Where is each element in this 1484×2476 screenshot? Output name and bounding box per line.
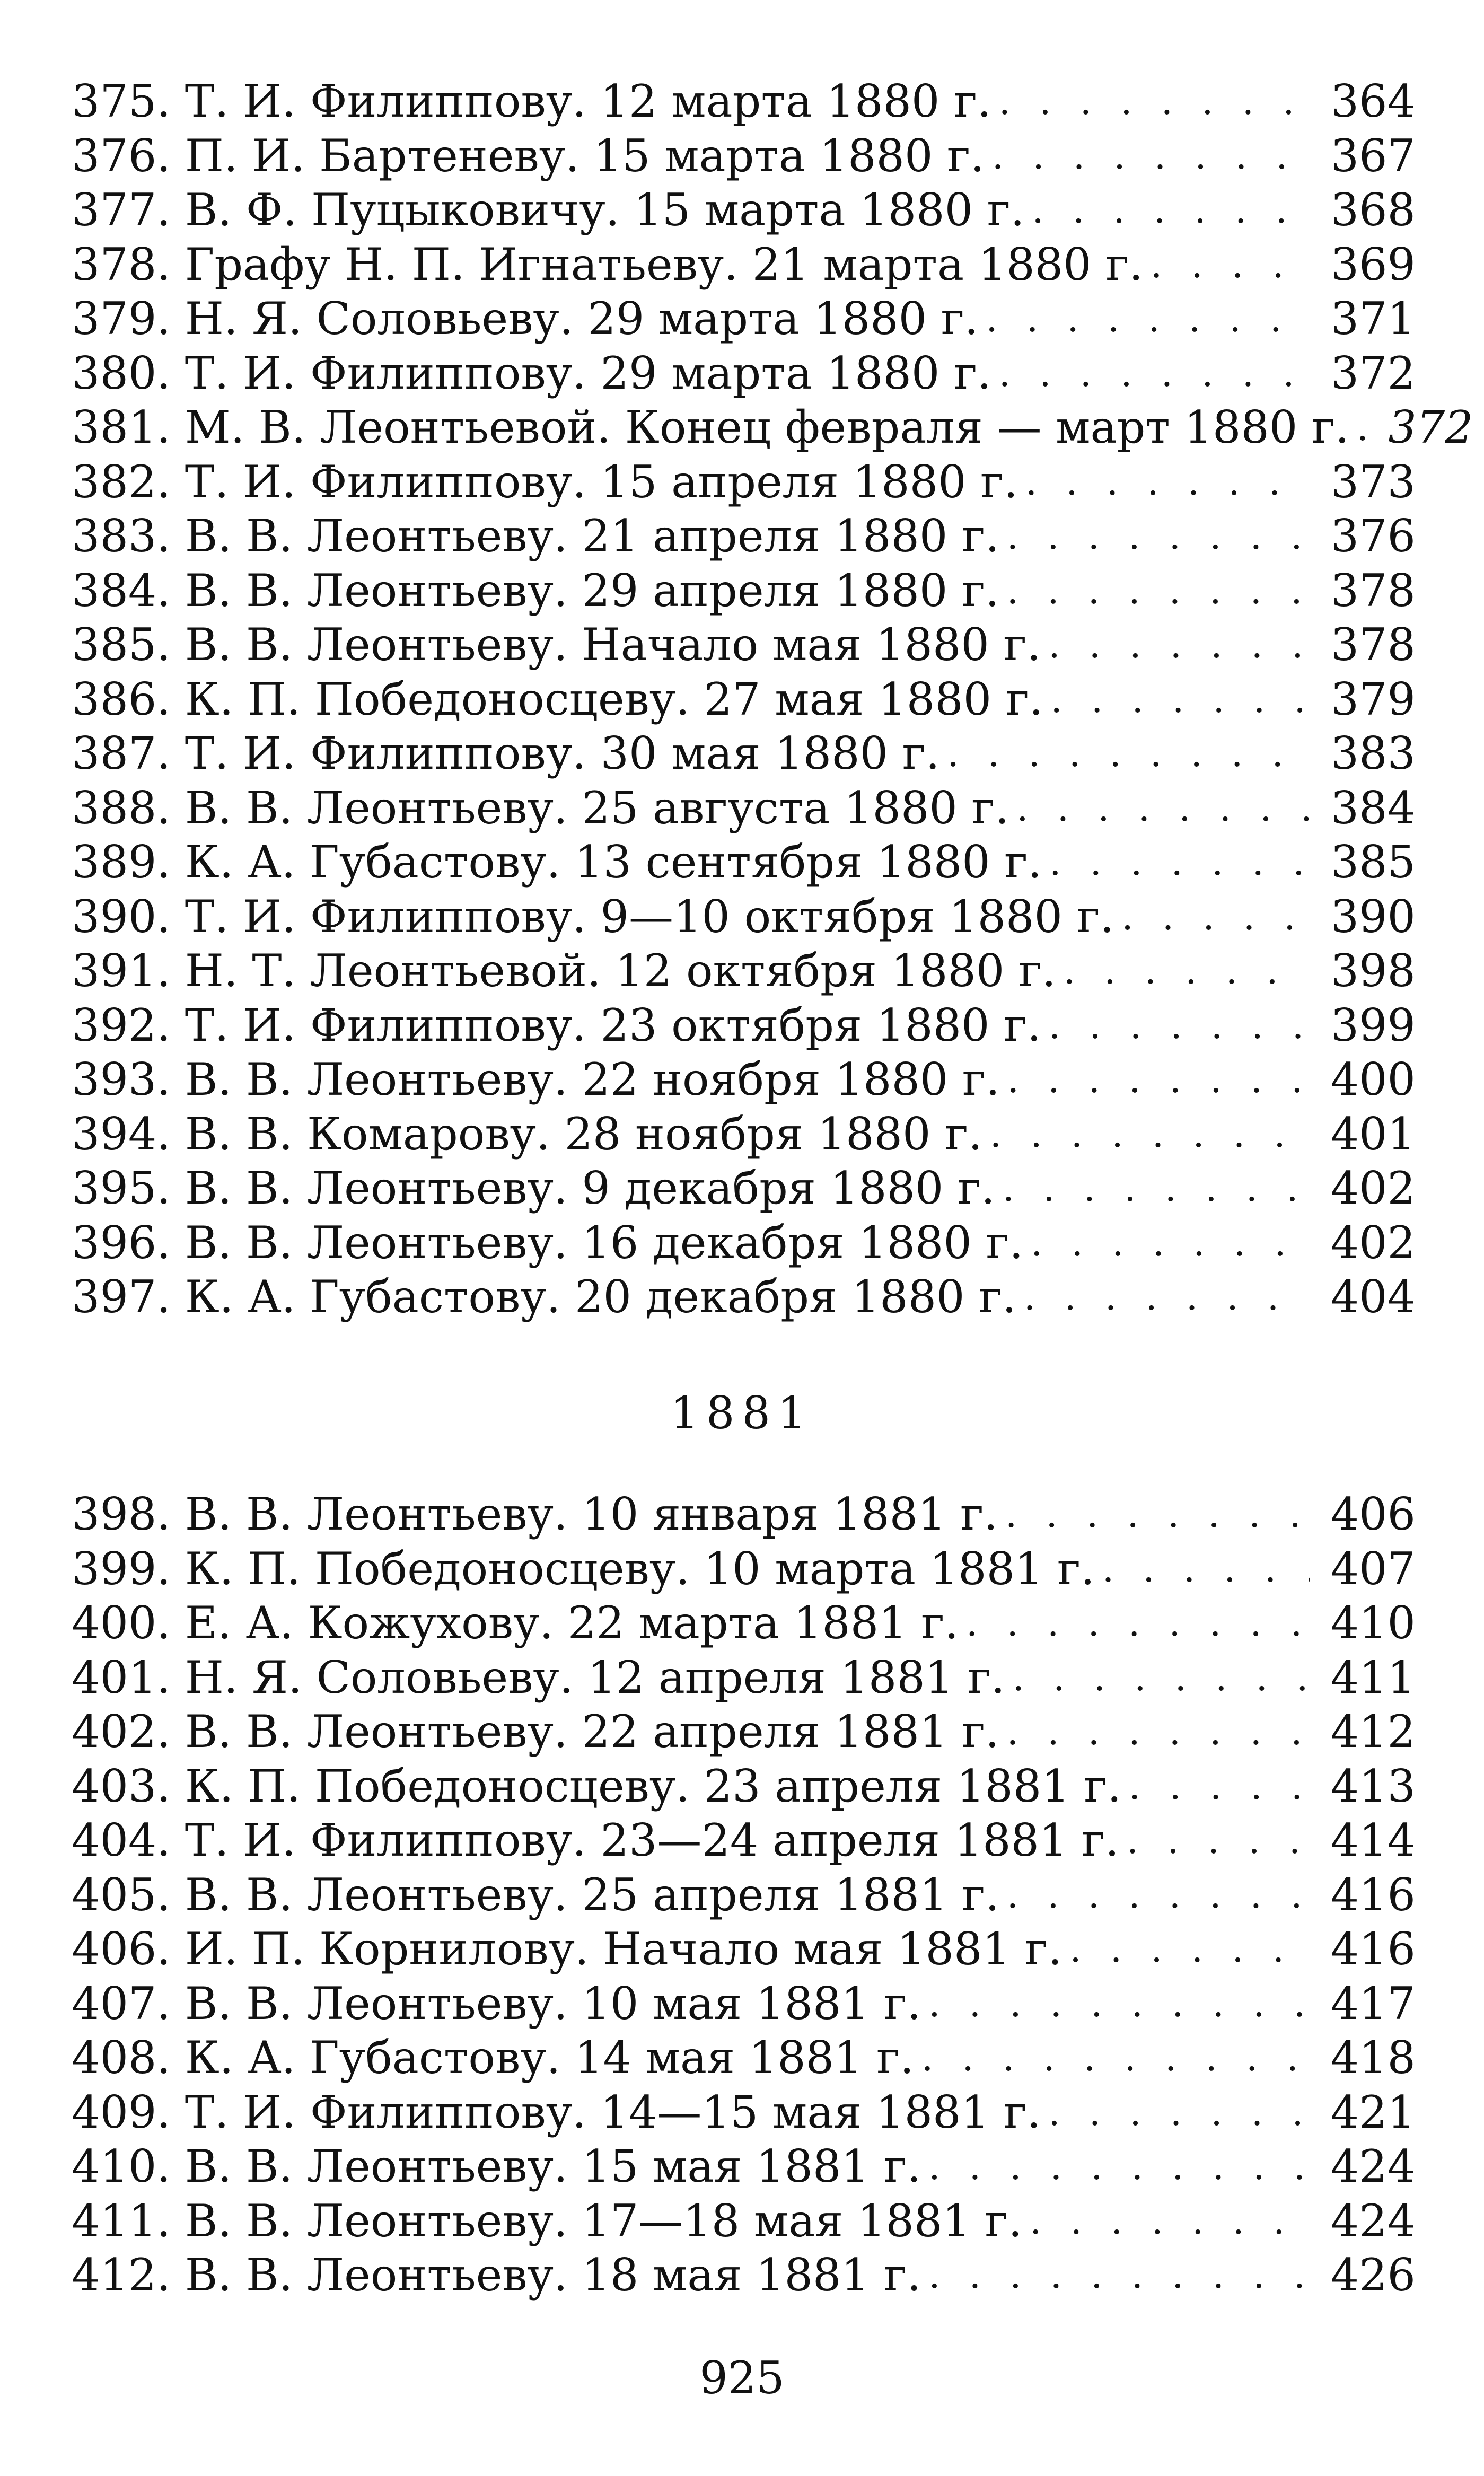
toc-entry-title: 403. К. П. Победоносцеву. 23 апреля 1881 г. <box>72 1760 1122 1812</box>
toc-entry-title: 399. К. П. Победоносцеву. 10 марта 1881 г. <box>72 1542 1095 1595</box>
toc-entry <box>72 238 1416 292</box>
dot-leader <box>914 2031 1310 2085</box>
toc-entry <box>72 2085 1416 2140</box>
toc-entry-page: 413 <box>1330 1760 1416 1812</box>
toc-entry-page: 424 <box>1330 2140 1416 2192</box>
page-number: 925 <box>699 2352 785 2404</box>
dot-leader <box>982 1107 1310 1162</box>
toc-entry-title: 384. В. В. Леонтьеву. 29 апреля 1880 г. <box>72 564 999 617</box>
toc-entry <box>72 2031 1416 2085</box>
toc-entry-page: 378 <box>1330 564 1416 617</box>
toc-entry-page: 364 <box>1330 75 1416 127</box>
toc-entry <box>72 1813 1416 1868</box>
dot-leader <box>999 1868 1310 1922</box>
toc-entry-title: 377. В. Ф. Пуцыковичу. 15 марта 1880 г. <box>72 184 1025 236</box>
dot-leader <box>1018 455 1310 510</box>
toc-entry-title: 382. Т. И. Филиппову. 15 апреля 1880 г. <box>72 455 1018 508</box>
toc-entry <box>72 726 1416 781</box>
toc-entry <box>72 835 1416 890</box>
toc-entry <box>72 618 1416 672</box>
toc-entry-page: 407 <box>1330 1542 1416 1595</box>
toc-entry-page: 402 <box>1330 1216 1416 1269</box>
toc-entry-page: 373 <box>1330 455 1416 508</box>
dot-leader <box>998 1487 1310 1542</box>
toc-entry-page: 369 <box>1330 238 1416 291</box>
toc-entry-page: 390 <box>1330 890 1416 943</box>
toc-entry <box>72 455 1416 510</box>
toc-entry <box>72 1216 1416 1270</box>
dot-leader <box>1005 1650 1310 1705</box>
toc-entry <box>72 1052 1416 1107</box>
toc-entry-title: 385. В. В. Леонтьеву. Начало мая 1880 г. <box>72 619 1041 671</box>
dot-leader <box>1041 2085 1310 2140</box>
toc-entry <box>72 129 1416 183</box>
dot-leader <box>1042 835 1310 890</box>
toc-entry <box>72 183 1416 238</box>
dot-leader <box>999 564 1310 618</box>
toc-entry <box>72 1270 1416 1324</box>
toc-section-1881 <box>72 1487 1416 2303</box>
dot-leader <box>1022 2194 1310 2249</box>
toc-entry-title: 407. В. В. Леонтьеву. 10 мая 1881 г. <box>72 1977 921 2030</box>
toc-entry-page: 421 <box>1330 2086 1416 2138</box>
dot-leader <box>1000 1052 1310 1107</box>
toc-entry-title: 400. Е. А. Кожухову. 22 марта 1881 г. <box>72 1597 959 1649</box>
toc-entry-page: 410 <box>1330 1597 1416 1649</box>
toc-entry-page: 383 <box>1330 727 1416 779</box>
dot-leader <box>995 1161 1310 1216</box>
toc-entry-page: 378 <box>1330 619 1416 671</box>
toc-entry <box>72 509 1416 564</box>
toc-entry-page: 418 <box>1330 2032 1416 2084</box>
toc-entry-page: 416 <box>1330 1868 1416 1921</box>
toc-entry <box>72 1759 1416 1814</box>
toc-entry-title: 389. К. А. Губастову. 13 сентября 1880 г. <box>72 836 1042 888</box>
toc-entry <box>72 672 1416 727</box>
dot-leader <box>1095 1542 1310 1596</box>
toc-entry-page: 398 <box>1330 945 1416 997</box>
dot-leader <box>959 1596 1310 1650</box>
toc-entry <box>72 1868 1416 1922</box>
toc-entry-page: 368 <box>1330 184 1416 236</box>
toc-entry <box>72 1650 1416 1705</box>
toc-entry-title: 408. К. А. Губастову. 14 мая 1881 г. <box>72 2032 914 2084</box>
dot-leader <box>921 1977 1310 2031</box>
dot-leader <box>1114 890 1310 944</box>
toc-entry-title: 378. Графу Н. П. Игнатьеву. 21 марта 1880 г. <box>72 238 1143 291</box>
toc-entry-title: 395. В. В. Леонтьеву. 9 декабря 1880 г. <box>72 1162 995 1214</box>
dot-leader <box>985 129 1310 183</box>
toc-entry <box>72 1596 1416 1650</box>
toc-entry-page: 404 <box>1330 1271 1416 1323</box>
toc-entry-page: 371 <box>1330 293 1416 345</box>
toc-entry-title: 381. М. В. Леонтьевой. Конец февраля — март 1880 г. <box>72 401 1349 453</box>
toc-entry-page: 424 <box>1330 2194 1416 2247</box>
dot-leader <box>921 2139 1310 2194</box>
toc-entry-page: 416 <box>1330 1923 1416 1975</box>
dot-leader <box>1024 183 1310 238</box>
toc-entry-page: 399 <box>1330 999 1416 1051</box>
toc-entry-page: 400 <box>1330 1053 1416 1105</box>
toc-entry <box>72 890 1416 944</box>
toc-entry-page: 411 <box>1330 1651 1416 1704</box>
toc-entry-title: 380. Т. И. Филиппову. 29 марта 1880 г. <box>72 347 991 399</box>
toc-entry <box>72 346 1416 401</box>
toc-entry <box>72 2248 1416 2303</box>
toc-entry-title: 410. В. В. Леонтьеву. 15 мая 1881 г. <box>72 2140 921 2192</box>
dot-leader <box>1119 1813 1310 1868</box>
toc-entry-title: 404. Т. И. Филиппову. 23—24 апреля 1881 г. <box>72 1814 1119 1866</box>
toc-entry-page: 412 <box>1330 1706 1416 1758</box>
toc-entry-title: 405. В. В. Леонтьеву. 25 апреля 1881 г. <box>72 1868 999 1921</box>
dot-leader <box>1043 672 1310 727</box>
dot-leader <box>1121 1759 1310 1814</box>
toc-section-1880 <box>72 74 1473 1324</box>
toc-entry-title: 406. И. П. Корнилову. Начало мая 1881 г. <box>72 1923 1062 1975</box>
toc-entry-title: 394. В. В. Комарову. 28 ноября 1880 г. <box>72 1108 982 1160</box>
toc-entry-page: 379 <box>1330 673 1416 725</box>
dot-leader <box>1023 1216 1310 1270</box>
toc-entry-page: 414 <box>1330 1814 1416 1866</box>
dot-leader <box>999 1705 1310 1759</box>
toc-entry-page: 367 <box>1330 129 1416 182</box>
toc-entry-title: 392. Т. И. Филиппову. 23 октября 1880 г. <box>72 999 1041 1051</box>
toc-entry-page: 372 <box>1388 401 1473 453</box>
dot-leader <box>999 509 1310 564</box>
dot-leader <box>921 2248 1310 2303</box>
toc-entry <box>72 2194 1416 2249</box>
toc-entry-title: 379. Н. Я. Соловьеву. 29 марта 1880 г. <box>72 293 979 345</box>
toc-entry <box>72 74 1416 129</box>
toc-entry-title: 409. Т. И. Филиппову. 14—15 мая 1881 г. <box>72 2086 1041 2138</box>
toc-entry <box>72 2139 1416 2194</box>
toc-entry-title: 397. К. А. Губастову. 20 декабря 1880 г. <box>72 1271 1016 1323</box>
toc-entry <box>72 1161 1416 1216</box>
toc-entry-title: 387. Т. И. Филиппову. 30 мая 1880 г. <box>72 727 940 779</box>
toc-entry-page: 417 <box>1330 1977 1416 2030</box>
toc-entry-title: 396. В. В. Леонтьеву. 16 декабря 1880 г. <box>72 1216 1024 1269</box>
toc-entry-title: 398. В. В. Леонтьеву. 10 января 1881 г. <box>72 1488 998 1540</box>
toc-entry-title: 375. Т. И. Филиппову. 12 марта 1880 г. <box>72 75 991 127</box>
toc-entry-title: 391. Н. Т. Леонтьевой. 12 октября 1880 г. <box>72 945 1056 997</box>
dot-leader <box>1041 618 1310 672</box>
toc-entry <box>72 1922 1416 1977</box>
toc-entry-title: 402. В. В. Леонтьеву. 22 апреля 1881 г. <box>72 1706 999 1758</box>
toc-entry <box>72 1705 1416 1759</box>
toc-entry-page: 385 <box>1330 836 1416 888</box>
dot-leader <box>1016 1270 1310 1324</box>
toc-entry <box>72 1977 1416 2031</box>
toc-entry <box>72 1107 1416 1162</box>
toc-entry <box>72 292 1416 346</box>
toc-entry-page: 426 <box>1330 2249 1416 2301</box>
toc-entry <box>72 1487 1416 1542</box>
toc-entry <box>72 781 1416 836</box>
toc-entry-page: 376 <box>1330 510 1416 562</box>
dot-leader <box>1062 1922 1310 1977</box>
dot-leader <box>1349 400 1367 455</box>
toc-entry-title: 411. В. В. Леонтьеву. 17—18 мая 1881 г. <box>72 2194 1023 2247</box>
dot-leader <box>991 74 1310 129</box>
toc-entry-title: 383. В. В. Леонтьеву. 21 апреля 1880 г. <box>72 510 999 562</box>
dot-leader <box>939 726 1310 781</box>
toc-entry-title: 412. В. В. Леонтьеву. 18 мая 1881 г. <box>72 2249 921 2301</box>
toc-entry-title: 393. В. В. Леонтьеву. 22 ноября 1880 г. <box>72 1053 1000 1105</box>
toc-entry-title: 388. В. В. Леонтьеву. 25 августа 1880 г. <box>72 782 1009 834</box>
toc-entry-title: 390. Т. И. Филиппову. 9—10 октября 1880 г. <box>72 890 1114 943</box>
dot-leader <box>991 346 1310 401</box>
dot-leader <box>1056 944 1310 998</box>
toc-entry-page: 384 <box>1330 782 1416 834</box>
dot-leader <box>1143 238 1310 292</box>
toc-entry <box>72 944 1416 998</box>
toc-entry-title: 401. Н. Я. Соловьеву. 12 апреля 1881 г. <box>72 1651 1005 1704</box>
toc-entry-title: 386. К. П. Победоносцеву. 27 мая 1880 г. <box>72 673 1043 725</box>
toc-entry-page: 402 <box>1330 1162 1416 1214</box>
toc-entry <box>72 400 1473 455</box>
dot-leader <box>1009 781 1310 836</box>
year-heading: 1881 <box>670 1387 814 1439</box>
toc-entry <box>72 1542 1416 1596</box>
dot-leader <box>1041 998 1310 1053</box>
toc-entry-page: 401 <box>1330 1108 1416 1160</box>
toc-entry-page: 406 <box>1330 1488 1416 1540</box>
toc-entry <box>72 998 1416 1053</box>
toc-entry <box>72 564 1416 618</box>
toc-entry-page: 372 <box>1330 347 1416 399</box>
dot-leader <box>978 292 1310 346</box>
toc-entry-title: 376. П. И. Бартеневу. 15 марта 1880 г. <box>72 129 985 182</box>
